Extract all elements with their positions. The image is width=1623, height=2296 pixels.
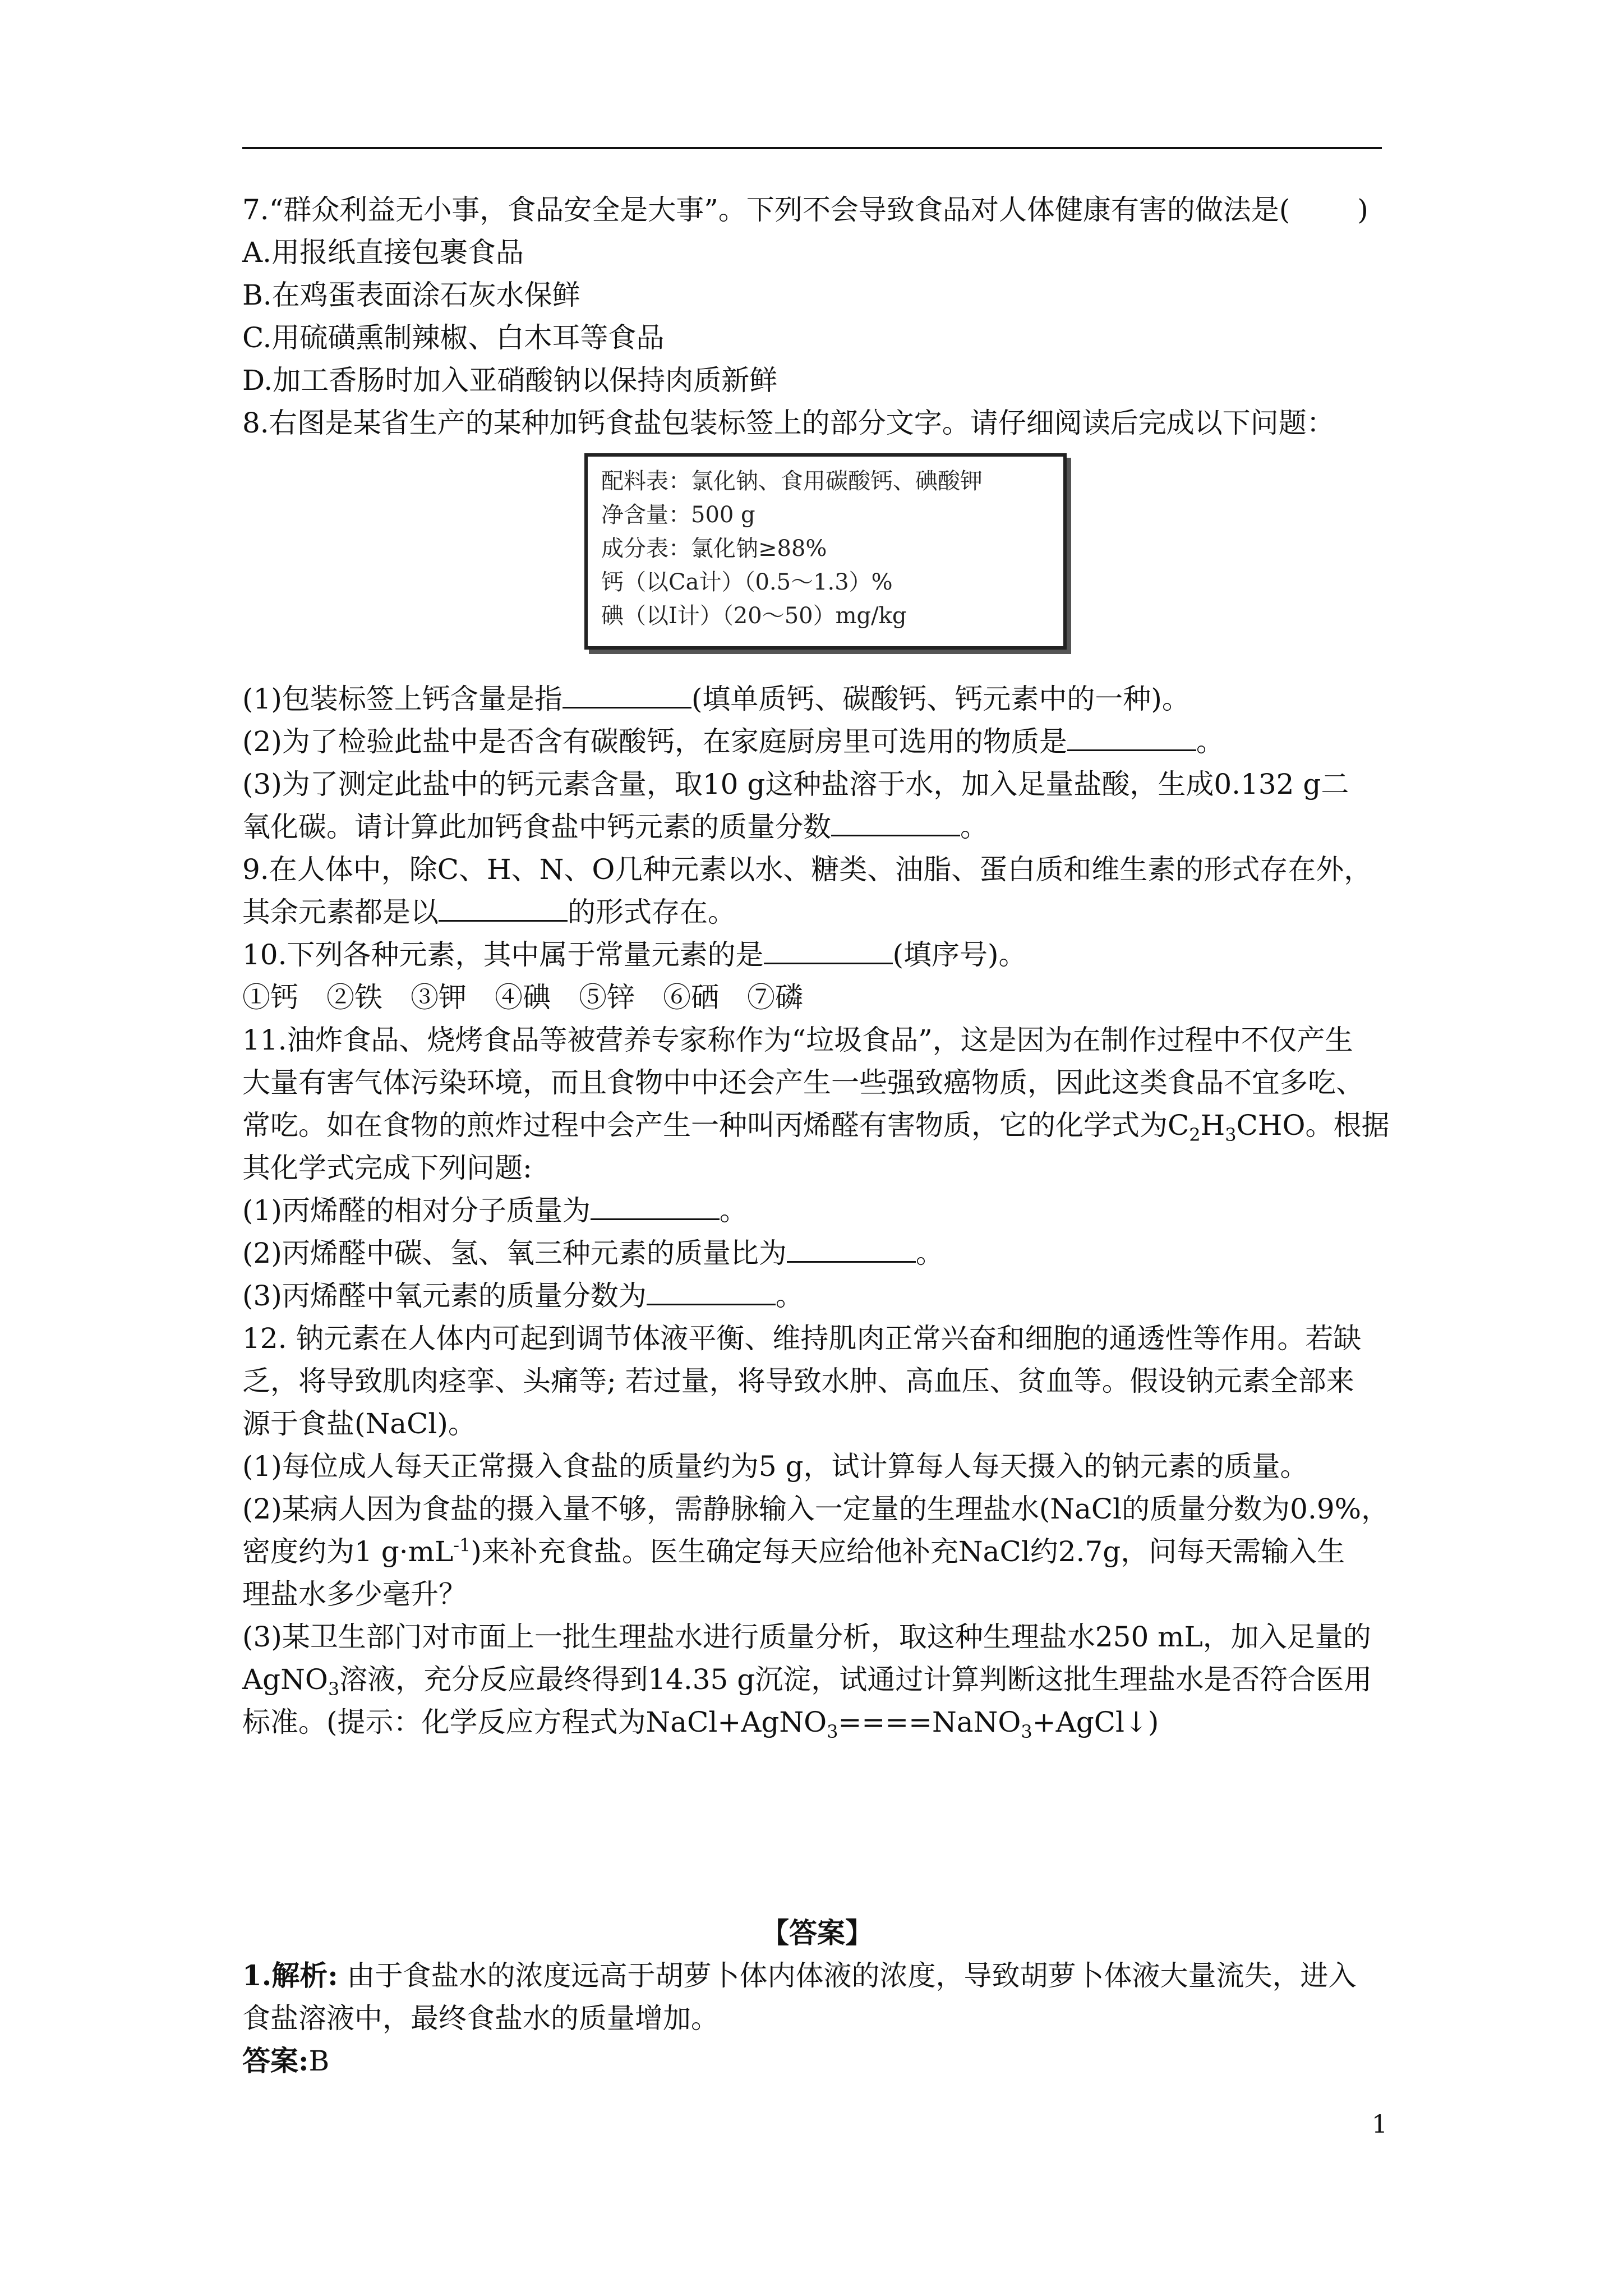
label-composition: 成分表：氯化钠≥88% [601, 536, 827, 562]
answer-blank[interactable] [439, 892, 568, 922]
label-calcium: 钙（以Ca计）（0.5～1.3）% [601, 569, 893, 595]
answer-blank[interactable] [787, 1233, 916, 1263]
answer-blank[interactable] [764, 935, 893, 964]
page-number: 1 [1372, 2110, 1387, 2139]
q8-sub3-line1: (3)为了测定此盐中的钙元素含量，取10 g这种盐溶于水，加入足量盐酸，生成0.132 g二 [242, 768, 1349, 800]
q7-option-a: A.用报纸直接包裹食品 [242, 236, 524, 269]
q12-line3: 源于食盐(NaCl)。 [242, 1407, 476, 1440]
q7-stem: 7.“群众利益无小事，食品安全是大事”。下列不会导致食品对人体健康有害的做法是( ) [242, 194, 1368, 226]
answer-1-analysis-cont: 食盐溶液中，最终食盐水的质量增加。 [242, 2002, 719, 2035]
q12-sub3-line1: (3)某卫生部门对市面上一批生理盐水进行质量分析，取这种生理盐水250 mL，加入足量的 [242, 1621, 1371, 1653]
q11-sub3: (3)丙烯醛中氧元素的质量分数为 。 [242, 1274, 1392, 1317]
label-ingredients: 配料表：氯化钠、食用碳酸钙、碘酸钾 [601, 468, 983, 494]
answer-blank[interactable] [1067, 721, 1196, 751]
label-net-weight: 净含量：500 g [601, 502, 755, 528]
q8-sub3-line2: 氧化碳。请计算此加钙食盐中钙元素的质量分数 。 [242, 806, 1392, 848]
q12-line2: 乏，将导致肌肉痉挛、头痛等; 若过量，将导致水肿、高血压、贫血等。假设钠元素全部来 [242, 1365, 1354, 1397]
q12-line1: 12. 钠元素在人体内可起到调节体液平衡、维持肌肉正常兴奋和细胞的通透性等作用。若缺 [242, 1322, 1362, 1355]
q11-line2: 大量有害气体污染环境，而且食物中中还会产生一些强致癌物质，因此这类食品不宜多吃、 [242, 1066, 1364, 1099]
q8-stem: 8.右图是某省生产的某种加钙食盐包装标签上的部分文字。请仔细阅读后完成以下问题： [242, 407, 1335, 439]
header-rule [242, 147, 1382, 149]
q11-sub2: (2)丙烯醛中碳、氢、氧三种元素的质量比为 。 [242, 1232, 1392, 1274]
q11-line4: 其化学式完成下列问题: [242, 1152, 532, 1184]
q12-sub3-line2: AgNO$_3$溶液，充分反应最终得到14.35 g沉淀，试通过计算判断这批生理盐水是否符合医用 [242, 1663, 1372, 1700]
salt-label-box [584, 453, 1067, 650]
q7-option-c: C.用硫磺熏制辣椒、白木耳等食品 [242, 321, 665, 354]
answer-1-result: 答案:B [242, 2044, 330, 2077]
q8-sub1: (1)包装标签上钙含量是指 (填单质钙、碳酸钙、钙元素中的一种)。 [242, 678, 1392, 720]
q12-sub2-line3: 理盐水多少毫升？ [242, 1578, 467, 1611]
q12-sub2-line1: (2)某病人因为食盐的摄入量不够，需静脉输入一定量的生理盐水(NaCl的质量分数为0.9%， [242, 1493, 1390, 1525]
answer-blank[interactable] [562, 679, 691, 708]
q7-option-b: B.在鸡蛋表面涂石灰水保鲜 [242, 279, 580, 311]
answer-blank[interactable] [647, 1276, 776, 1305]
q11-sub1: (1)丙烯醛的相对分子质量为 。 [242, 1189, 1392, 1232]
answer-blank[interactable] [591, 1190, 720, 1220]
document-body [242, 188, 1392, 2082]
q11-line3: 常吃。如在食物的煎炸过程中会产生一种叫丙烯醛有害物质，它的化学式为$C_2H_3CHO$。根据 [242, 1109, 1390, 1145]
q10-stem: 10.下列各种元素，其中属于常量元素的是 (填序号)。 [242, 933, 1392, 976]
q11-line1: 11.油炸食品、烧烤食品等被营养专家称作为“垃圾食品”，这是因为在制作过程中不仅产生 [242, 1024, 1353, 1056]
label-iodine: 碘（以I计）（20～50）mg/kg [601, 603, 907, 629]
q10-options: ①钙 ②铁 ③钾 ④碘 ⑤锌 ⑥硒 ⑦磷 [242, 981, 803, 1014]
answer-blank[interactable] [831, 807, 960, 836]
q9-line1: 9.在人体中，除C、H、N、O几种元素以水、糖类、油脂、蛋白质和维生素的形式存在外， [242, 853, 1372, 886]
q12-sub2-line2: 密度约为1 $g\cdot mL^{-1}$)来补充食盐。医生确定每天应给他补充NaCl约2.7g，问每天需输入生 [242, 1534, 1345, 1568]
answers-heading: 【答案】 [761, 1916, 873, 1949]
q8-sub2: (2)为了检验此盐中是否含有碳酸钙，在家庭厨房里可选用的物质是 。 [242, 720, 1392, 763]
q9-line2: 其余元素都是以 的形式存在。 [242, 891, 1392, 933]
q12-sub1: (1)每位成人每天正常摄入食盐的质量约为5 g，试计算每人每天摄入的钠元素的质量。 [242, 1450, 1308, 1483]
q12-sub3-line3: 标准。(提示：化学反应方程式为NaCl+AgNO$_3$====NaNO$_3$+AgCl↓) [242, 1706, 1159, 1742]
answer-1-analysis: 1.解析: 由于食盐水的浓度远高于胡萝卜体内体液的浓度，导致胡萝卜体液大量流失，进入 [242, 1959, 1357, 1992]
salt-label-figure [242, 450, 1392, 672]
q7-option-d: D.加工香肠时加入亚硝酸钠以保持肉质新鲜 [242, 364, 778, 397]
